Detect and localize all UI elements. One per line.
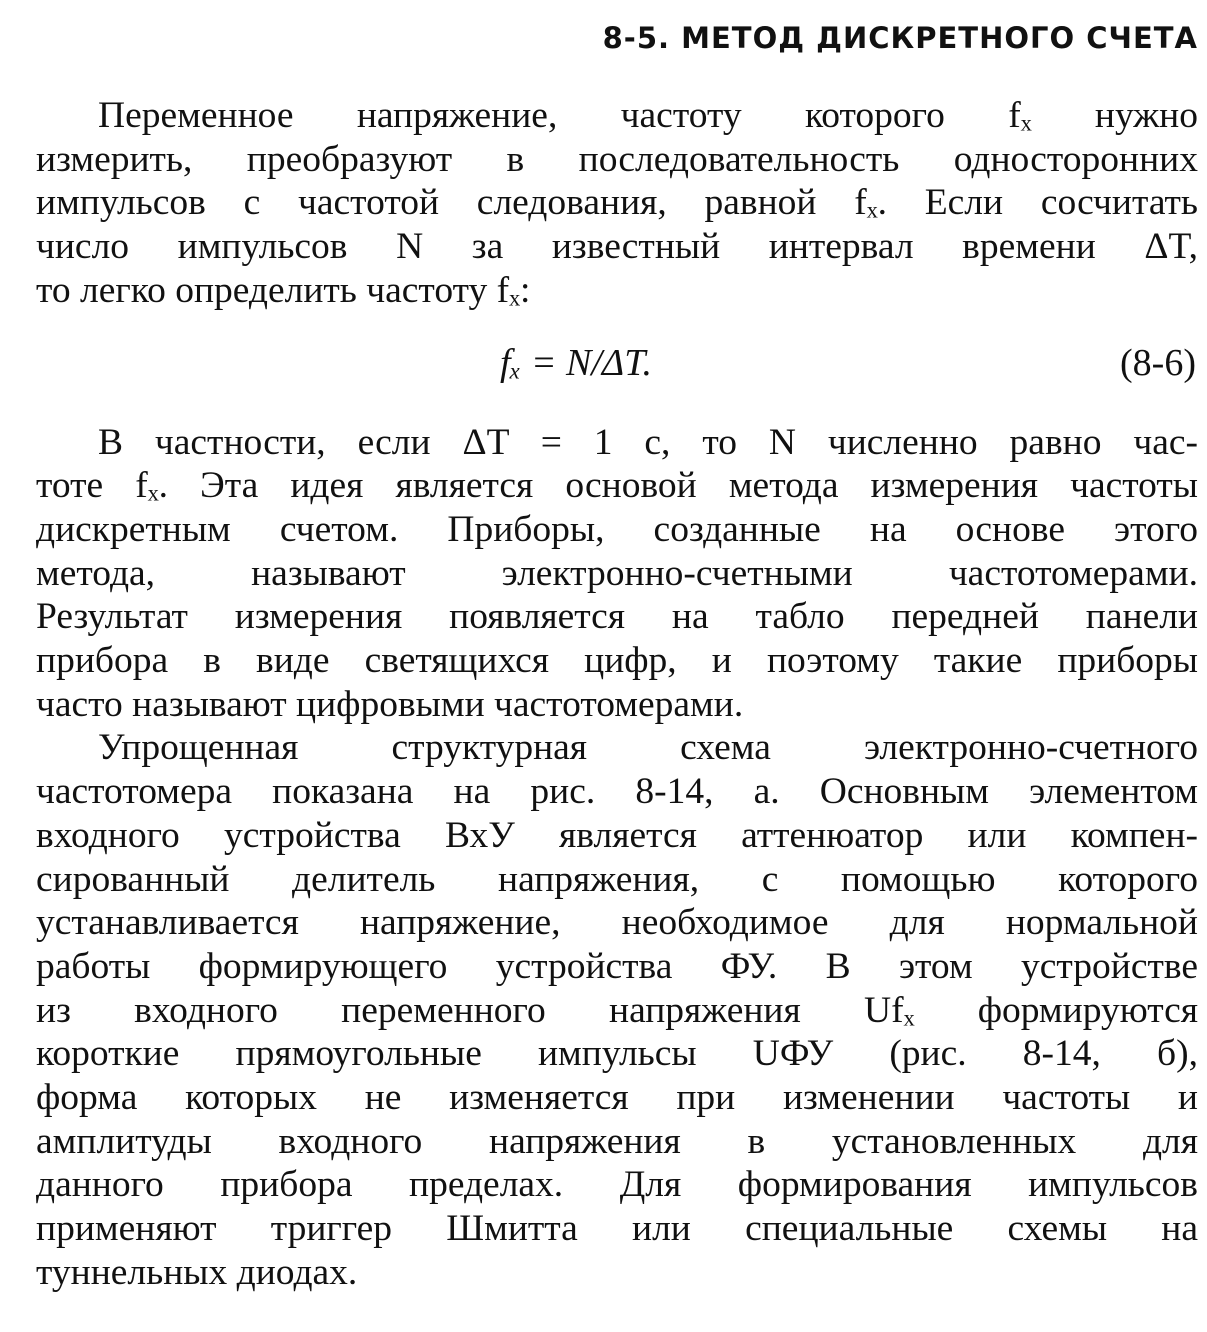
paragraph-3: [36, 726, 1198, 1294]
paragraph-2-line: дискретным счетом. Приборы, созданные на основе этого: [36, 508, 1198, 550]
paragraph-2-line: В частности, если ΔT = 1 с, то N численно равно час-: [98, 421, 1198, 463]
paragraph-3-line: входного устройства ВхУ является аттенюатор или компен-: [36, 814, 1198, 856]
equation-expression: fₓ = N/ΔT.: [500, 341, 653, 384]
paragraph-3-line: применяют триггер Шмитта или специальные схемы на: [36, 1208, 1198, 1250]
paragraph-3-line: частотомера показана на рис. 8-14, а. Основным элементом: [36, 771, 1198, 813]
book-page: [36, 18, 1198, 1295]
paragraph-1-line: импульсов с частотой следования, равной fₓ. Если сосчитать: [36, 182, 1198, 224]
paragraph-3-line: устанавливается напряжение, необходимое для нормальной: [36, 902, 1198, 944]
running-title: 8-5. МЕТОД ДИСКРЕТНОГО СЧЕТА: [602, 21, 1198, 55]
paragraph-3-line: данного прибора пределах. Для формирования импульсов: [36, 1164, 1198, 1206]
paragraph-3-line: туннельных диодах.: [36, 1251, 358, 1293]
paragraph-2: [36, 421, 1198, 727]
paragraph-3-line: из входного переменного напряжения Ufₓ формируются: [36, 989, 1198, 1031]
paragraph-1: [36, 94, 1198, 313]
equation-8-6: [36, 341, 1198, 385]
paragraph-1-line: то легко определить частоту fₓ:: [36, 269, 531, 311]
paragraph-3-line: сированный делитель напряжения, с помощью которого: [36, 858, 1198, 900]
paragraph-2-line: метода, называют электронно-счетными частотомерами.: [36, 552, 1198, 594]
paragraph-2-line: Результат измерения появляется на табло передней панели: [36, 596, 1198, 638]
paragraph-3-line: амплитуды входного напряжения в установленных для: [36, 1120, 1198, 1162]
paragraph-1-line: Переменное напряжение, частоту которого fₓ нужно: [98, 95, 1198, 136]
paragraph-2-line: часто называют цифровыми частотомерами.: [36, 683, 744, 725]
paragraph-2-line: прибора в виде светящихся цифр, и поэтому такие приборы: [36, 640, 1198, 682]
equation-number: (8-6): [1120, 341, 1196, 384]
paragraph-3-line: работы формирующего устройства ФУ. В этом устройстве: [36, 945, 1198, 987]
paragraph-3-line: форма которых не изменяется при изменении частоты и: [36, 1077, 1198, 1119]
paragraph-3-line: короткие прямоугольные импульсы UФУ (рис. 8-14, б),: [36, 1033, 1198, 1075]
paragraph-1-line: число импульсов N за известный интервал времени ΔT,: [36, 226, 1198, 268]
paragraph-1-line: измерить, преобразуют в последовательность односторонних: [36, 138, 1198, 180]
paragraph-3-line: Упрощенная структурная схема электронно-счетного: [98, 727, 1198, 769]
paragraph-2-line: тоте fₓ. Эта идея является основой метода измерения частоты: [36, 465, 1198, 507]
